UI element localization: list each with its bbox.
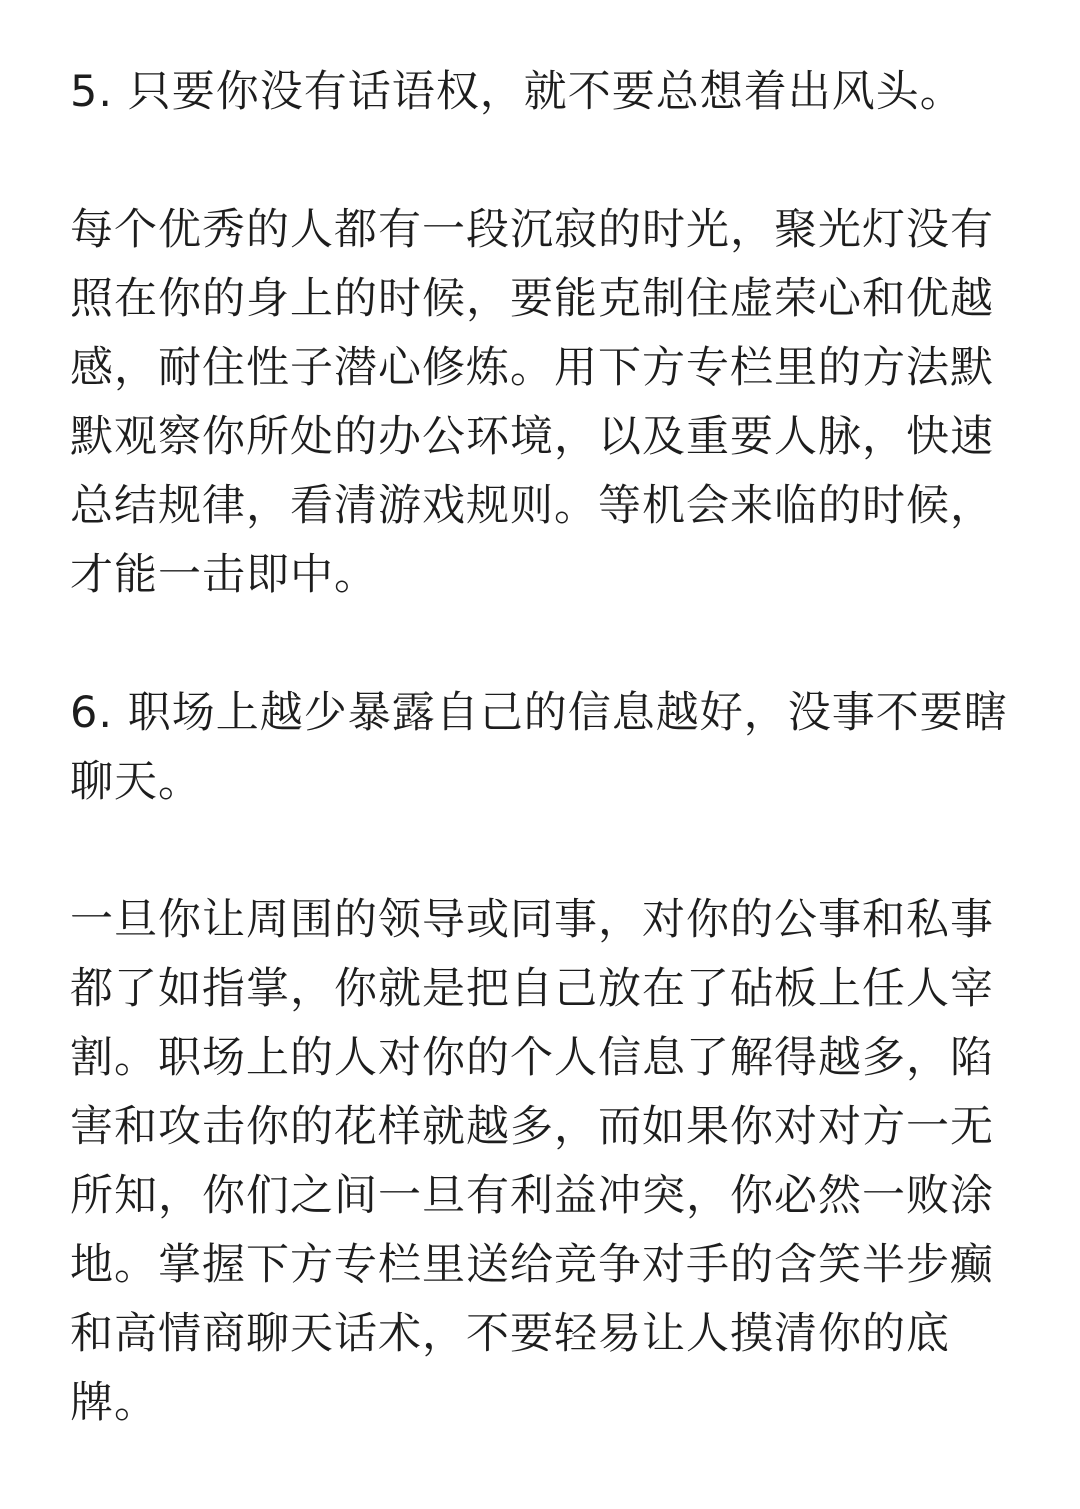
heading-point-5: 5. 只要你没有话语权，就不要总想着出风头。 <box>70 67 964 117</box>
paragraph-gap <box>70 610 1010 679</box>
paragraph-gap <box>70 817 1010 886</box>
heading-point-6: 6. 职场上越少暴露自己的信息越好，没事不要瞎聊天。 <box>70 688 1008 807</box>
paragraph-point-5-body: 每个优秀的人都有一段沉寂的时光，聚光灯没有照在你的身上的时候，要能克制住虚荣心和优越感，耐住性子潜心修炼。用下方专栏里的方法默默观察你所处的办公环境，以及重要人脉，快速总结规律，看清游戏规则。等机会来临的时候，才能一击即中。 <box>70 205 994 600</box>
paragraph-point-6-body: 一旦你让周围的领导或同事，对你的公事和私事都了如指掌，你就是把自己放在了砧板上任人宰割。职场上的人对你的个人信息了解得越多，陷害和攻击你的花样就越多，而如果你对对方一无所知，你们之间一旦有利益冲突，你必然一败涂地。掌握下方专栏里送给竞争对手的含笑半步癫和高情商聊天话术，不要轻易让人摸清你的底牌。 <box>70 895 994 1428</box>
paragraph-gap <box>70 127 1010 196</box>
